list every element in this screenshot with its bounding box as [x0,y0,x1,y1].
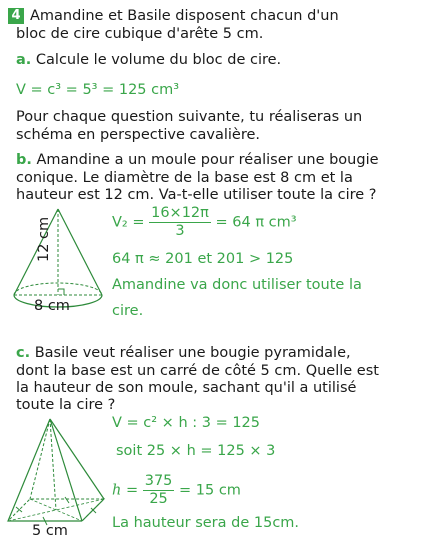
question-c-letter: c. [16,345,31,361]
question-b-line-3: hauteur est 12 cm. Va-t-elle utiliser toute la cire ? [16,187,377,203]
question-c-line-1 [16,345,351,362]
pyramid-edge-3 [50,419,104,499]
transition-line-1: Pour chaque question suivante, tu réaliseras un [16,109,363,125]
answer-c-eq2: soit 25 × h = 125 × 3 [116,443,276,459]
question-b-line-1 [16,152,379,169]
pyramid-diagram [4,415,112,535]
question-c-line-3: la hauteur de son moule, sachant qu'il a utilisé [16,380,357,396]
question-b-letter: b. [16,152,32,168]
answer-b-volume-rhs: = 64 π cm³ [215,214,297,231]
intro-line-2: bloc de cire cubique d'arête 5 cm. [16,26,264,42]
cone-right-edge [58,209,102,295]
answer-b-conclusion-2: cire. [112,303,144,319]
transition-line-2: schéma en perspective cavalière. [16,127,261,143]
question-c-line-2: dont la base est un carré de côté 5 cm. Quelle est [16,363,379,379]
answer-b-fraction-denominator: 3 [175,223,185,239]
answer-b-conclusion-1: Amandine va donc utiliser toute la [112,277,362,293]
pyramid-base-label: 5 cm [32,523,68,539]
question-b-text-1: Amandine a un moule pour réaliser une bougie [36,152,379,168]
answer-b-volume [112,205,297,240]
answer-c-fraction-numerator: 375 [144,473,173,489]
cone-diameter-label: 8 cm [34,298,70,314]
answer-c-fraction-denominator: 25 [149,491,168,507]
question-c-line-4: toute la cire ? [16,397,116,413]
question-a-letter: a. [16,52,32,68]
exercise-number-badge: 4 [8,8,24,24]
answer-c-eq1: V = c² × h : 3 = 125 [112,415,261,431]
answer-c-fraction [143,473,175,508]
pyramid-height-line [50,419,56,510]
cone-right-angle-mark [58,289,64,295]
answer-c-eq3-rhs: = 15 cm [179,482,241,499]
answer-a: V = c³ = 5³ = 125 cm³ [16,82,180,98]
question-a-text: Calcule le volume du bloc de cire. [35,52,282,68]
answer-c-conclusion: La hauteur sera de 15cm. [112,515,300,531]
exercise-header [8,8,339,25]
answer-b-fraction [149,205,211,240]
answer-c-eq3 [112,473,241,508]
intro-line-1: Amandine et Basile disposent chacun d'un [30,8,339,24]
pyramid-edge-1 [8,419,50,521]
pyramid-edge-2 [50,419,82,521]
answer-c-eq3-lhs: h = [112,482,139,499]
answer-b-fraction-numerator: 16×12π [151,205,209,221]
answer-b-comparison: 64 π ≈ 201 et 201 > 125 [112,251,294,267]
question-c-text-1: Basile veut réaliser une bougie pyramidale, [34,345,351,361]
question-a [16,52,281,69]
cone-height-label: 12 cm [36,216,52,262]
answer-b-volume-lhs: V₂ = [112,214,145,231]
question-b-line-2: conique. Le diamètre de la base est 8 cm et la [16,170,353,186]
